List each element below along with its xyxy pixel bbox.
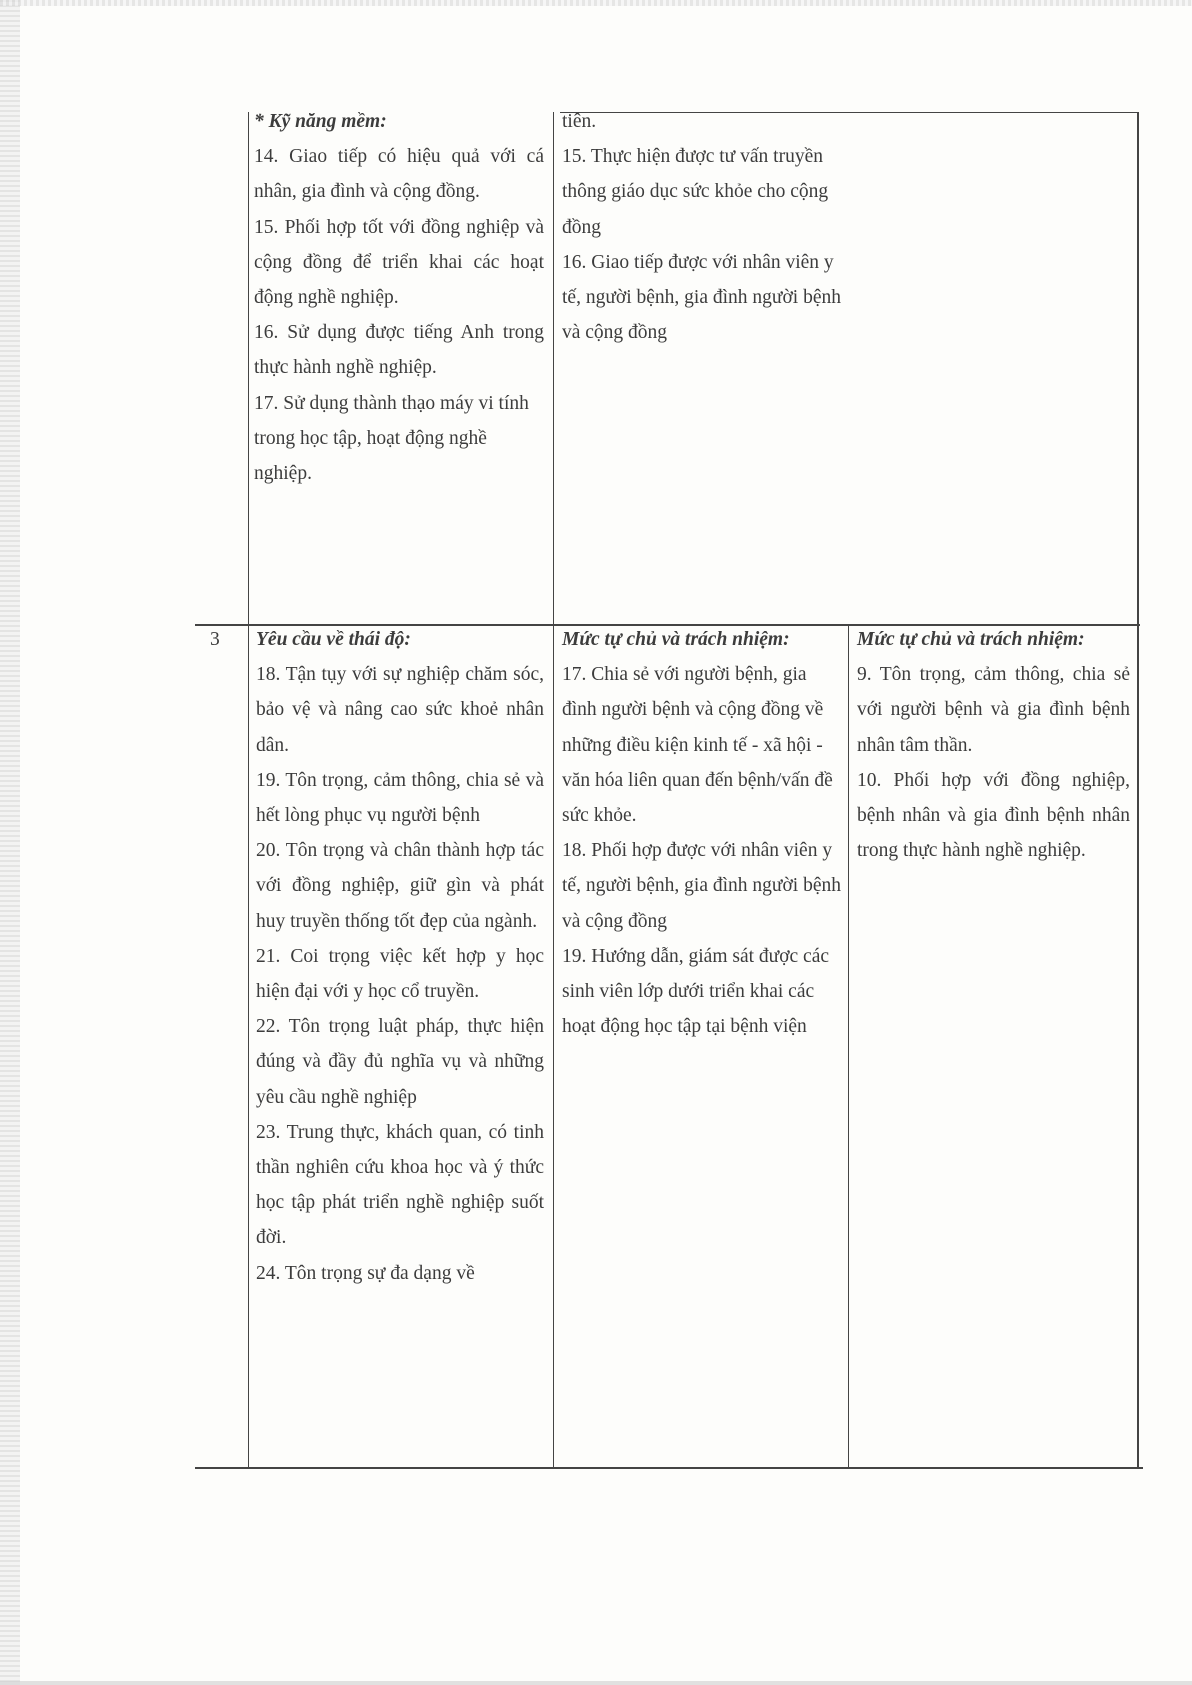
skill-item: 15. Thực hiện được tư vấn truyền thông giáo dục sức khỏe cho cộng đồng xyxy=(562,146,829,238)
attitude-item: 21. Coi trọng việc kết hợp y học hiện đại với y học cổ truyền. xyxy=(256,945,544,1003)
column-divider-2 xyxy=(553,112,554,1468)
column-divider-3 xyxy=(848,625,849,1468)
autonomy-heading: Mức tự chủ và trách nhiệm: xyxy=(562,629,790,650)
skill-item: 16. Giao tiếp được với nhân viên y tế, người bệnh, gia đình người bệnh và cộng đồng xyxy=(562,251,841,344)
course-autonomy-column xyxy=(857,622,1130,868)
attitude-heading: Yêu cầu về thái độ: xyxy=(256,629,411,650)
attitude-item: 20. Tôn trọng và chân thành hợp tác với đồng nghiệp, giữ gìn và phát huy truyền thống tốt đẹp của ngành. xyxy=(256,840,544,932)
course-autonomy-item: 10. Phối hợp với đồng nghiệp, bệnh nhân và gia đình bệnh nhân trong thực hành nghề nghiệp. xyxy=(857,769,1130,862)
attitude-item: 19. Tôn trọng, cảm thông, chia sẻ và hết lòng phục vụ người bệnh xyxy=(256,769,544,827)
skill-item: 15. Phối hợp tốt với đồng nghiệp và cộng đồng để triển khai các hoạt động nghề nghiệp. xyxy=(254,216,544,309)
soft-skills-heading: * Kỹ năng mềm: xyxy=(254,111,387,132)
attitude-column xyxy=(256,622,544,1291)
attitude-item: 22. Tôn trọng luật pháp, thực hiện đúng và đầy đủ nghĩa vụ và những yêu cầu nghề nghiệp xyxy=(256,1016,544,1108)
course-autonomy-heading: Mức tự chủ và trách nhiệm: xyxy=(857,629,1085,650)
scan-edge xyxy=(0,0,20,1685)
skill-item: 17. Sử dụng thành thạo máy vi tính trong học tập, hoạt động nghề nghiệp. xyxy=(254,392,529,485)
column-divider-1 xyxy=(248,112,249,1468)
skill-item: 14. Giao tiếp có hiệu quả với cá nhân, gia đình và cộng đồng. xyxy=(254,146,544,203)
autonomy-item: 19. Hướng dẫn, giám sát được các sinh viên lớp dưới triển khai các hoạt động học tập tại bệnh viện xyxy=(562,945,830,1038)
attitude-item: 18. Tận tụy với sự nghiệp chăm sóc, bảo vệ và nâng cao sức khoẻ nhân dân. xyxy=(256,664,544,756)
autonomy-item: 17. Chia sẻ với người bệnh, gia đình người bệnh và cộng đồng về những điều kiện kinh tế - xã hội - văn hóa liên quan đến bệnh/vấn đề sức khỏe. xyxy=(562,664,833,827)
attitude-item: 24. Tôn trọng sự đa dạng về xyxy=(256,1262,475,1284)
table-bottom-border xyxy=(195,1467,1143,1469)
scan-bottom-edge xyxy=(0,1681,1192,1685)
course-autonomy-item: 9. Tôn trọng, cảm thông, chia sẻ với người bệnh và gia đình bệnh nhân tâm thần. xyxy=(857,664,1130,756)
attitude-item: 23. Trung thực, khách quan, có tinh thần nghiên cứu khoa học và ý thức học tập phát triển nghề nghiệp suốt đời. xyxy=(256,1121,544,1249)
skill-item: tiên. xyxy=(562,111,597,132)
row-number: 3 xyxy=(210,629,220,650)
scan-top-edge xyxy=(0,0,1192,6)
table-right-border xyxy=(1137,112,1139,1468)
skills-column xyxy=(254,104,544,491)
skill-item: 16. Sử dụng được tiếng Anh trong thực hành nghề nghiệp. xyxy=(254,322,544,379)
autonomy-column xyxy=(562,622,844,1044)
program-skills-column xyxy=(562,104,844,350)
autonomy-item: 18. Phối hợp được với nhân viên y tế, người bệnh, gia đình người bệnh và cộng đồng xyxy=(562,840,841,932)
